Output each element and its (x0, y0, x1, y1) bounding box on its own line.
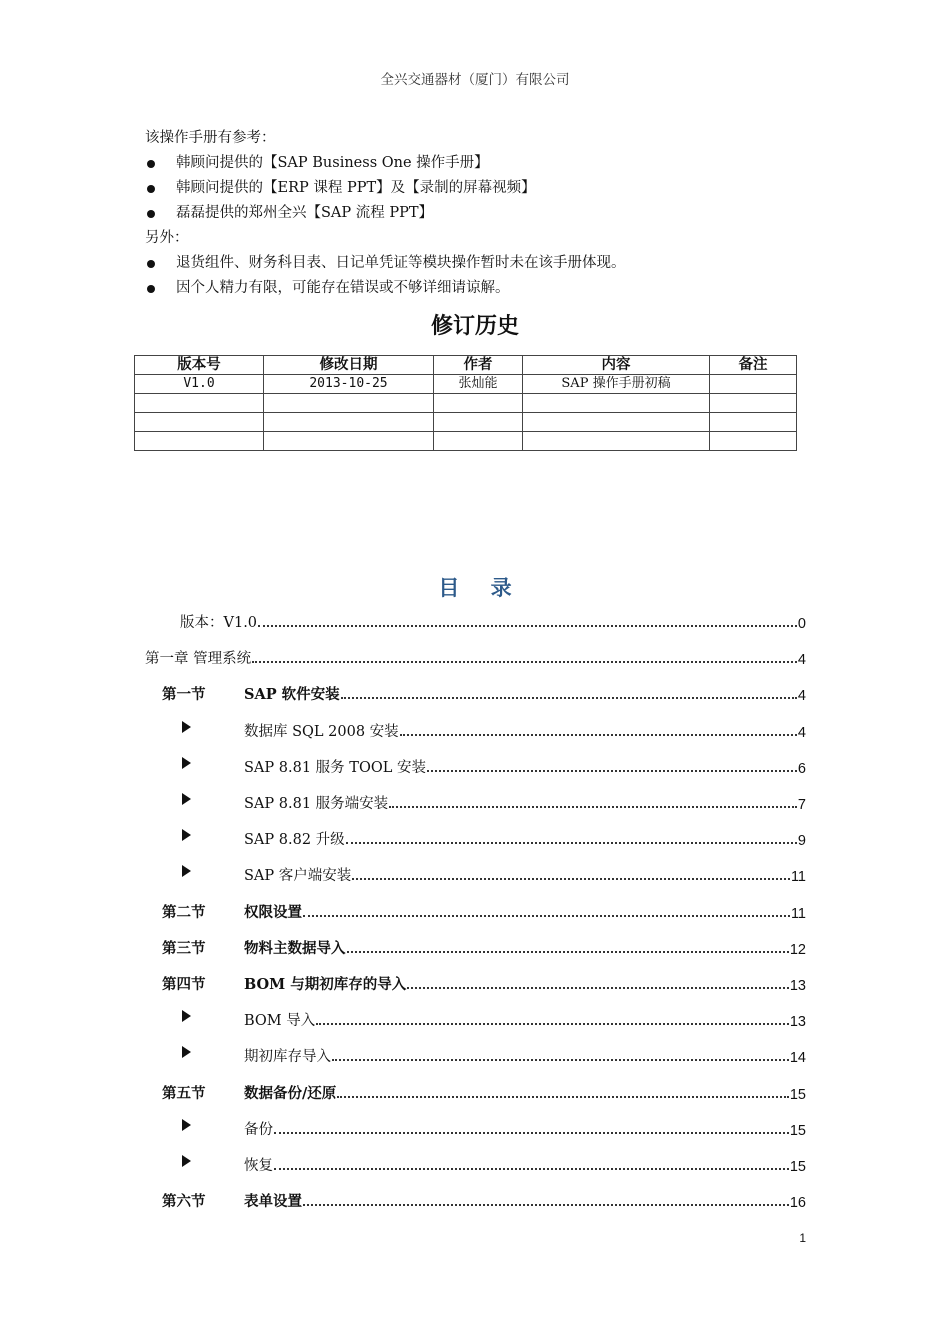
toc-arrow-container (162, 721, 244, 741)
toc-entry[interactable] (162, 1153, 806, 1175)
toc-leader-dots (332, 1059, 789, 1061)
toc-entry[interactable] (180, 610, 806, 632)
toc-leader-dots (337, 1096, 789, 1098)
toc-arrow-container (162, 1155, 244, 1175)
toc-entry-title: SAP 8.81 服务 TOOL 安装 (244, 759, 426, 776)
cell-date (264, 432, 434, 451)
toc-leader-dots (346, 842, 797, 844)
cell-date: 2013-10-25 (264, 375, 434, 394)
toc-leader-dots (341, 697, 797, 699)
toc-page-number: 6 (797, 760, 806, 777)
revision-title: 修订历史 (430, 313, 519, 339)
toc-section-number: 第四节 (162, 976, 206, 993)
page-header: 全兴交通器材（厦门）有限公司 (380, 72, 570, 88)
toc-entry-title: 第一章 管理系统 (145, 651, 252, 668)
cell-author (434, 432, 523, 451)
toc-leader-dots (347, 951, 789, 953)
cell-note (710, 413, 797, 432)
cell-note (710, 394, 797, 413)
arrow-right-icon (182, 829, 191, 841)
toc-page-number: 13 (789, 978, 806, 994)
toc-page-number: 4 (797, 652, 806, 669)
col-header-content: 内容 (523, 356, 710, 375)
toc-section-number: 第二节 (162, 903, 206, 921)
toc-leader-dots (316, 1023, 789, 1025)
intro-section (145, 126, 805, 301)
toc-entry-title: SAP 8.82 升级 (244, 832, 345, 849)
toc-entry[interactable] (162, 972, 806, 994)
cell-note (710, 375, 797, 394)
toc-leader-dots (389, 806, 797, 808)
toc-entry[interactable] (162, 1117, 806, 1139)
ref-heading: 该操作手册有参考： (145, 130, 276, 146)
toc-page-number: 0 (797, 616, 806, 632)
toc-leader-dots (303, 915, 790, 917)
toc-page-number: 4 (797, 724, 806, 741)
toc-entry[interactable] (162, 827, 806, 849)
arrow-right-icon (182, 757, 191, 769)
toc-arrow-container (162, 757, 244, 777)
toc-leader-dots (400, 734, 797, 736)
bullet-item: 退货组件、财务科目表、日记单凭证等模块操作暂时未在该手册体现。 (145, 251, 805, 276)
arrow-right-icon (182, 721, 191, 733)
toc-arrow-container (162, 1010, 244, 1030)
toc-entry-title: 备份 (244, 1121, 273, 1138)
bullet-dot-icon (147, 260, 155, 268)
table-header-row (135, 356, 797, 375)
bullet-item: 因个人精力有限，可能存在错误或不够详细请谅解。 (145, 276, 805, 301)
cell-content (523, 394, 710, 413)
toc-entry-title: SAP 8.81 服务端安装 (244, 796, 389, 812)
bullet-dot-icon (147, 160, 155, 168)
toc-entry[interactable] (162, 682, 806, 704)
bullet-item: 韩顾问提供的【SAP Business One 操作手册】 (145, 151, 805, 176)
toc-entry[interactable] (145, 646, 806, 668)
table-row (135, 432, 797, 451)
toc-page-number: 15 (789, 1159, 806, 1175)
arrow-right-icon (182, 793, 191, 805)
cell-content (523, 413, 710, 432)
toc-entry[interactable] (162, 936, 806, 958)
toc-leader-dots (258, 625, 797, 627)
cell-author: 张灿能 (434, 375, 523, 394)
toc-entry[interactable] (162, 1008, 806, 1030)
toc-entry-title: 数据备份/还原 (244, 1084, 337, 1102)
cell-version: V1.0 (135, 375, 264, 394)
toc-leader-dots (274, 1132, 789, 1134)
bullet-item: 韩顾问提供的【ERP 课程 PPT】及【录制的屏幕视频】 (145, 176, 805, 201)
cell-content: SAP 操作手册初稿 (523, 375, 710, 394)
toc-leader-dots (407, 987, 789, 989)
toc-leader-dots (427, 770, 797, 772)
toc-entry[interactable] (162, 863, 806, 885)
cell-date (264, 413, 434, 432)
revision-table (134, 355, 797, 451)
toc-section-number: 第五节 (162, 1084, 206, 1102)
toc-arrow-container (162, 793, 244, 813)
cell-author (434, 394, 523, 413)
toc-entry[interactable] (162, 755, 806, 777)
toc-entry[interactable] (162, 719, 806, 741)
toc-entry-title: SAP 软件安装 (244, 686, 340, 704)
cell-version (135, 432, 264, 451)
toc-entry-title: BOM 导入 (244, 1013, 316, 1030)
toc-entry-title: 权限设置 (244, 903, 302, 921)
toc-page-number: 14 (789, 1050, 806, 1067)
toc-entry-title: 数据库 SQL 2008 安装 (244, 723, 399, 740)
arrow-right-icon (182, 1155, 191, 1167)
toc-section-number: 第六节 (162, 1193, 206, 1211)
toc-entry[interactable] (162, 1081, 806, 1103)
cell-version (135, 394, 264, 413)
toc-entry[interactable] (162, 900, 806, 922)
col-header-date: 修改日期 (264, 356, 434, 375)
other-heading: 另外： (145, 230, 189, 246)
toc-page-number: 12 (789, 941, 806, 958)
toc-page-number: 11 (790, 869, 806, 886)
toc-entry-title: 表单设置 (244, 1193, 302, 1211)
toc-page-number: 9 (797, 833, 806, 850)
toc-entry-title: SAP 客户端安装 (244, 868, 352, 885)
toc-arrow-container (162, 1046, 244, 1066)
table-row (135, 394, 797, 413)
col-header-version: 版本号 (135, 356, 264, 375)
bullet-dot-icon (147, 285, 155, 293)
toc-page-number: 13 (789, 1014, 806, 1031)
toc-arrow-container (162, 1119, 244, 1139)
toc-section-number: 第一节 (162, 686, 206, 704)
col-header-author: 作者 (434, 356, 523, 375)
toc-entry[interactable] (162, 791, 806, 813)
toc-entry[interactable] (162, 1189, 806, 1211)
arrow-right-icon (182, 1046, 191, 1058)
cell-version (135, 413, 264, 432)
toc-arrow-container (162, 865, 244, 885)
bullet-dot-icon (147, 185, 155, 193)
toc-page-number: 15 (789, 1122, 806, 1139)
toc-title: 目 录 (438, 575, 524, 600)
arrow-right-icon (182, 1010, 191, 1022)
bullet-dot-icon (147, 210, 155, 218)
toc-page-number: 15 (789, 1086, 806, 1103)
col-header-note: 备注 (710, 356, 797, 375)
toc-leader-dots (252, 661, 797, 663)
cell-content (523, 432, 710, 451)
toc-page-number: 7 (797, 797, 806, 813)
table-row (135, 375, 797, 394)
cell-date (264, 394, 434, 413)
bullet-item: 磊磊提供的郑州全兴【SAP 流程 PPT】 (145, 201, 805, 226)
toc-section-number: 第三节 (162, 939, 206, 957)
arrow-right-icon (182, 865, 191, 877)
toc-arrow-container (162, 829, 244, 849)
toc-entry-title: BOM 与期初库存的导入 (244, 976, 407, 993)
toc-leader-dots (303, 1204, 789, 1206)
toc-page-number: 4 (797, 688, 806, 705)
toc-leader-dots (274, 1168, 789, 1170)
toc-entry-title: 版本：V1.0 (180, 615, 258, 631)
toc-entry-title: 期初库存导入 (244, 1049, 331, 1066)
table-row (135, 413, 797, 432)
page-number: 1 (799, 1231, 806, 1245)
toc-entry[interactable] (162, 1044, 806, 1066)
cell-author (434, 413, 523, 432)
toc-entry-title: 恢复 (244, 1158, 273, 1174)
toc-leader-dots (352, 878, 790, 880)
toc-page-number: 11 (790, 905, 806, 922)
toc-entry-title: 物料主数据导入 (244, 939, 346, 957)
arrow-right-icon (182, 1119, 191, 1131)
toc-page-number: 16 (789, 1195, 806, 1212)
cell-note (710, 432, 797, 451)
